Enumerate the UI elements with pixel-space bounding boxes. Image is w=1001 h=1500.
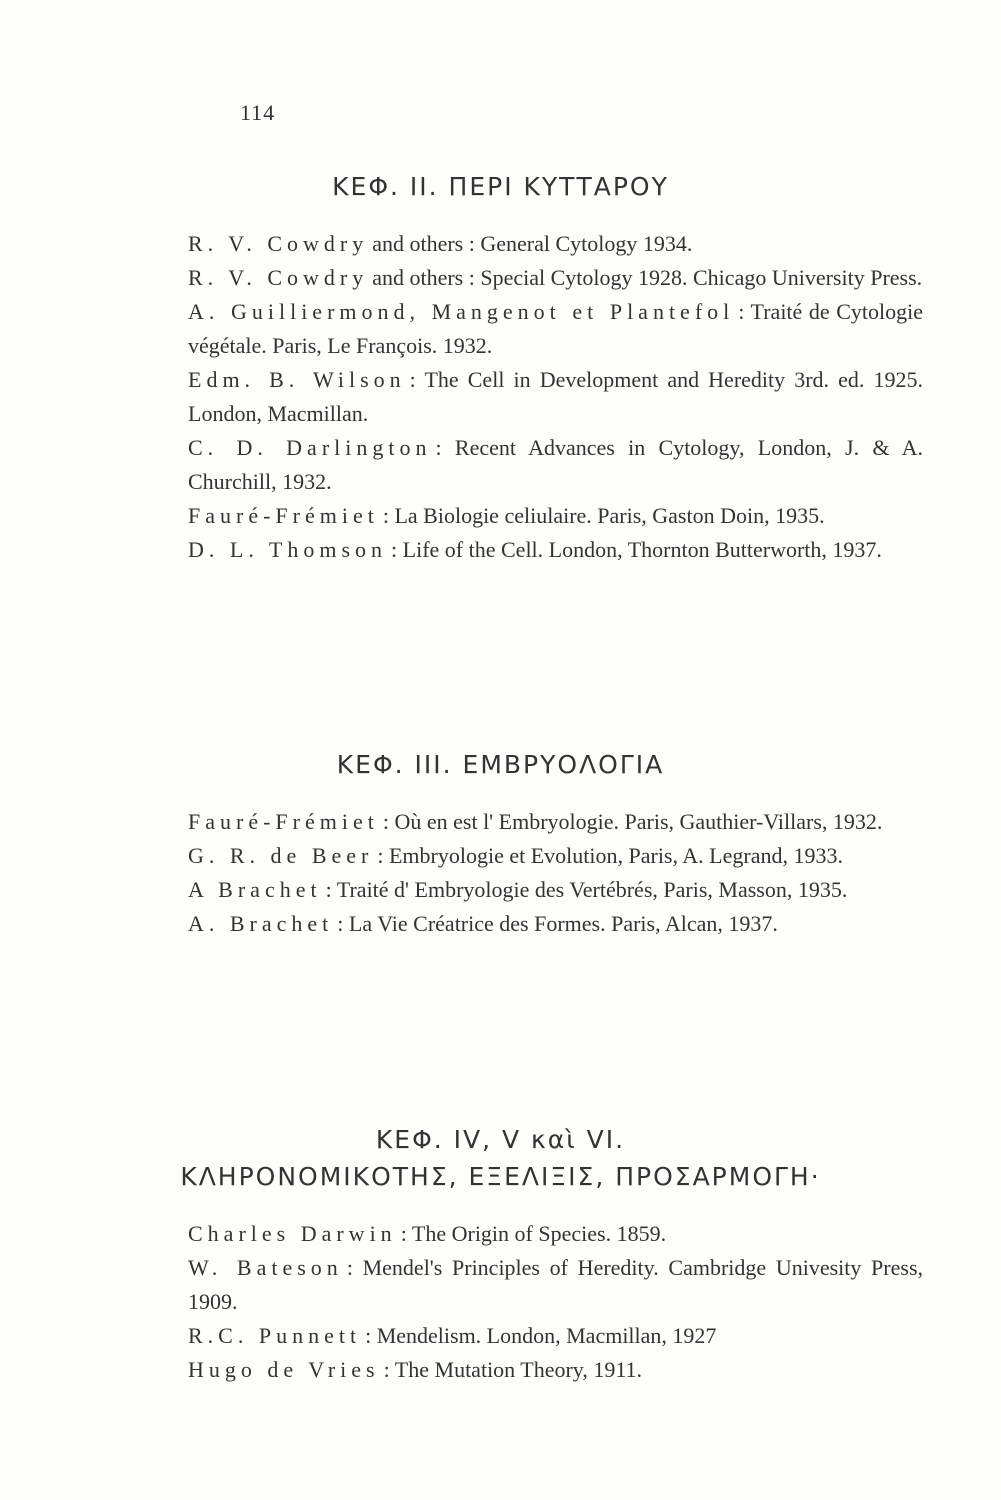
reference-entry: [188, 1353, 923, 1387]
reference-author: A. Brachet: [188, 911, 334, 936]
reference-text: : Où en est l' Embryologie. Paris, Gauthier-Villars, 1932.: [382, 809, 883, 834]
reference-text: : Embryologie et Evolution, Paris, A. Legrand, 1933.: [377, 843, 843, 868]
reference-author: A Brachet: [188, 877, 322, 902]
reference-entry: [188, 805, 923, 839]
reference-entry: [188, 1217, 923, 1251]
reference-entry: [188, 907, 923, 941]
reference-entry: [188, 499, 923, 533]
reference-list: [188, 1217, 923, 1387]
reference-entry: [188, 363, 923, 431]
reference-text: : Traité de Cytologie végétale. Paris, Le François. 1932.: [188, 299, 924, 358]
page-number: 114: [240, 100, 276, 125]
reference-author: R. V. Cowdry: [188, 231, 369, 256]
reference-text: : The Mutation Theory, 1911.: [383, 1357, 643, 1382]
chapter-section-embryology: [0, 750, 1001, 941]
reference-author: W. Bateson: [188, 1255, 343, 1280]
chapter-subtitle: ΚΛΗΡΟΝΟΜΙΚΟΤΗΣ, ΕΞΕΛΙΞΙΣ, ΠΡΟΣΑΡΜΟΓΗ·: [180, 1162, 821, 1191]
reference-entry: [188, 227, 923, 261]
reference-entry: [188, 295, 923, 363]
reference-author: G. R. de Beer: [188, 843, 374, 868]
chapter-title: ΚΕΦ. ΙΙΙ. ΕΜΒΡΥΟΛΟΓΙΑ: [336, 750, 665, 779]
reference-text: : Life of the Cell. London, Thornton Butterworth, 1937.: [391, 537, 882, 562]
reference-text: : Recent Advances in Cytology, London, J. & A. Churchill, 1932.: [188, 435, 923, 494]
reference-text: : Traité d' Embryologie des Vertébrés, Paris, Masson, 1935.: [325, 877, 848, 902]
chapter-title: ΚΕΦ. IV, V καὶ VI.: [375, 1125, 626, 1154]
reference-author: R.C. Punnett: [188, 1323, 362, 1348]
reference-text: : Mendel's Principles of Heredity. Cambridge Univesity Press, 1909.: [188, 1255, 924, 1314]
reference-list: [188, 805, 923, 941]
reference-author: D. L. Thomson: [188, 537, 388, 562]
reference-author: Edm. B. Wilson: [188, 367, 406, 392]
reference-entry: [188, 839, 923, 873]
reference-entry: [188, 533, 923, 567]
reference-entry: [188, 261, 923, 295]
reference-author: R. V. Cowdry: [188, 265, 369, 290]
reference-text: : La Biologie celiulaire. Paris, Gaston Doin, 1935.: [382, 503, 825, 528]
chapter-section-heredity: [0, 1125, 1001, 1387]
reference-author: A. Guilliermond, Mangenot et Plantefol: [188, 299, 735, 324]
reference-author: Fauré-Frémiet: [188, 503, 379, 528]
reference-text: and others : General Cytology 1934.: [372, 231, 693, 256]
reference-entry: [188, 1251, 923, 1319]
reference-author: Charles Darwin: [188, 1221, 397, 1246]
reference-entry: [188, 431, 923, 499]
reference-author: Hugo de Vries: [188, 1357, 380, 1382]
chapter-section-cell: [0, 172, 1001, 567]
reference-author: Fauré-Frémiet: [188, 809, 379, 834]
reference-text: and others : Special Cytology 1928. Chicago University Press.: [372, 265, 923, 290]
reference-text: : Mendelism. London, Macmillan, 1927: [365, 1323, 717, 1348]
reference-text: : The Origin of Species. 1859.: [400, 1221, 667, 1246]
reference-entry: [188, 873, 923, 907]
reference-text: : La Vie Créatrice des Formes. Paris, Alcan, 1937.: [337, 911, 778, 936]
reference-text: : The Cell in Development and Heredity 3rd. ed. 1925. London, Macmillan.: [188, 367, 923, 426]
reference-list: [188, 227, 923, 567]
reference-author: C. D. Darlington: [188, 435, 432, 460]
reference-entry: [188, 1319, 923, 1353]
chapter-title: ΚΕΦ. ΙΙ. ΠΕΡΙ ΚΥΤΤΑΡΟΥ: [332, 172, 669, 201]
